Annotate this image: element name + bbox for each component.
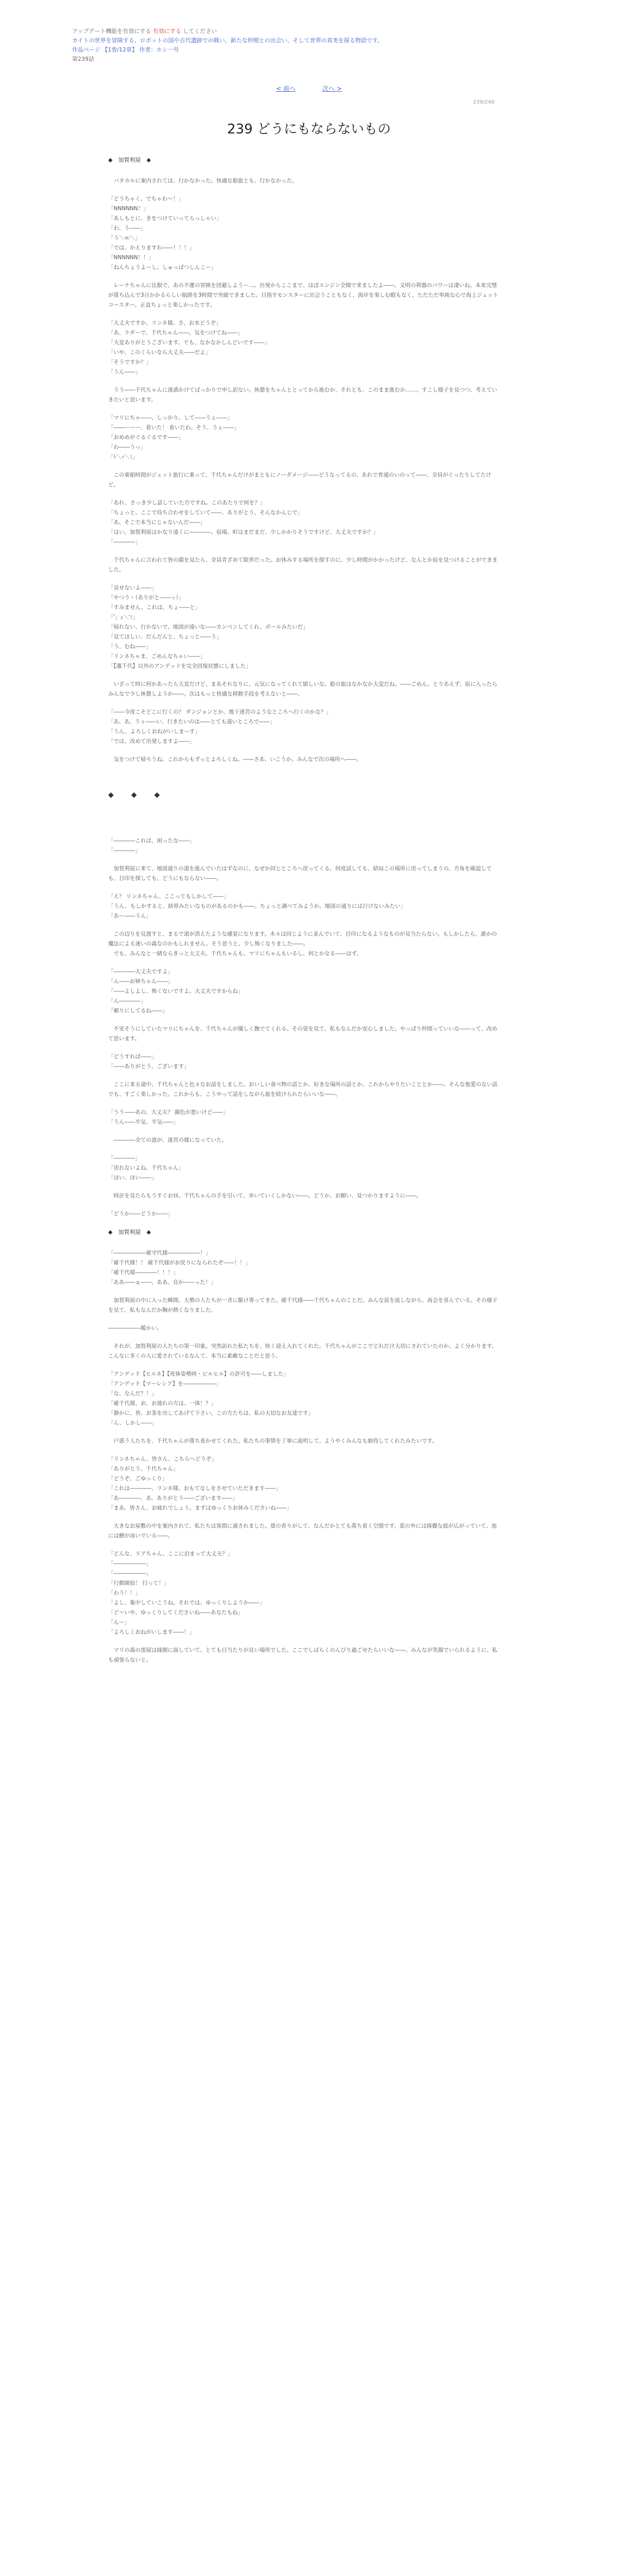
story-paragraph: 「どうちゃく、でちゃわ～！」 「NNNNNN！」 「あしもとに、きをつけていってらっしゃい」 「わ、う――」 「う＼ｗ＼」 「では、かえりますわ――！！！」 「NNNNNN！！」 「ねんちょうよーし、しゅっぱつしんこー」 xyxy=(108,196,222,270)
page-number: 239/240 xyxy=(473,99,494,105)
series-info-link[interactable]: 作品ページ 【1巻/12章】 作者：ホシ一号 xyxy=(72,46,179,53)
header-line-1-suffix: してください xyxy=(183,28,217,35)
story-paragraph: ――――全ての道が、迷宮の様になっていた。 xyxy=(108,1137,227,1143)
story-paragraph: それが、加賀利屋の人たちの第一印象。突然訪れた私たちを、快く迎え入れてくれた。千代ちゃんがここでどれだけ大切にされていたのか、よく分かります。こんなに多くの人に愛されているなんて、本当に素敵なことだと思う。 xyxy=(108,1343,497,1359)
story-paragraph: 「うう――あの、大丈夫？ 顔色が悪いけど――」 「うん――平気、平気――」 xyxy=(108,1109,229,1125)
series-description-link[interactable]: カイトの世界を冒険する、ロボットの国や古代遺跡での戦い、新たな仲間との出会い、そして世界の真実を探る物語です。 xyxy=(72,37,383,44)
story-paragraph: 「――今度こそどこに行くの？ ダンジョンとか、地下迷宮のようなところへ行くのかな？」 「あ、あ、うぅ――い、行きたいのは――とても遠いところで――」 「うん、よろしくおねがいしまーす」 「では、改めて出発しますよ――」 xyxy=(108,709,332,744)
next-chapter-button[interactable]: 次へ > xyxy=(322,85,342,92)
story-paragraph: ――――――暖かい。 xyxy=(108,1325,162,1331)
page-header xyxy=(72,0,618,64)
story-paragraph: 「マリにちゃ――、しっかり、して――うぇ――」 「――ーーー、着いた！ 着いたわ。そう、うぇ――」 「おめめがぐるぐるです――」 「わ――うっ」 「ﾄ＼ｧ＼ﾐ」 xyxy=(108,415,239,460)
story-paragraph: 「あれ、さっき少し話していた方ですね。このあたりで何を？」 「ちょっと、ここで待ち合わせをしていて――、ありがとう、そんなかんじで」 「あ、そこで本当にじゃないんだ――」 「はい。加賀利屋はかなり遠くに――――。宿場、町はまだまだ、少しかかりそうですけど、大丈夫ですか？」 「――――」 xyxy=(108,500,379,545)
story-paragraph: マリの森の部屋は縁側に面していて、とても日当たりが良い場所でした。ここでしばらくのんびり過ごせたらいいな――。みんなが笑顔でいられるように、私も頑張らないと。 xyxy=(108,1647,497,1663)
section-heading: ◆ 加賀利屋 ◆ xyxy=(108,1229,151,1235)
story-paragraph: 「どうすれば――」 「――ありがとう、ございます」 xyxy=(108,1054,190,1070)
story-paragraph: 「――――これは、困ったな――」 「――――」 xyxy=(108,838,195,854)
story-paragraph: 「リンネちゃん、皆さん、こちらへどうぞ」 「ありがとう、千代ちゃん」 「どうぞ、ごゆっくり」 「これは――――、リンネ様。おもてなしをさせていただきます――」 「あ――――、あ、ありがとう――ございます――」 「まあ、皆さん、お疲れでしょう。まずはゆっくりお休みくださいね――」 xyxy=(108,1456,293,1511)
section-heading: ◆ 加賀利屋 ◆ xyxy=(108,157,151,163)
chapter-number: 第239話 xyxy=(72,56,94,62)
chapter-nav xyxy=(0,82,618,94)
story-paragraph: 大きなお屋敷の中を案内されて、私たちは客間に通されました。畳の香りがして、なんだかとても落ち着く空間です。窓の外には綺麗な庭が広がっていて、池には鯉が泳いでいる――。 xyxy=(108,1523,497,1539)
story-paragraph: この辺りを見渡すと、まるで道が消えたような感覚になります。木々は同じように並んでいて、目印になるようなものが見当たらない。もしかしたら、誰かの魔法による迷いの森なのかもしれません。そう思うと、少し怖くなりました――。 でも、みんなと一緒ならきっと大丈夫。千代ちゃんも、マリにちゃんもいるし、何とかなる――はず。 xyxy=(108,931,497,957)
story-paragraph: レーナちゃんに比叡で、あの不運の冒険を回避しようー…。出発からここまで、ほぼエンジン全開で来ましたよ――。文明の利器のパワーは凄いね。本来完璧が落ち込んで3日かかるらしい航路を3時間で突破できました。目指すモンスターに出会うこともなく、海岸を楽しむ暇もなく、ただただ単純な心で海上ジェットコースター。正直ちょっと楽しかったです。 xyxy=(108,282,499,308)
story-paragraph: うう――千代ちゃんに迷惑かけてばっかりで申し訳ない。休憩をちゃんととってから進むか、それとも、このまま進むか……。すこし様子を見つつ、考えていきたいと思います。 xyxy=(108,387,497,403)
story-paragraph: 不安そうにしていたマリにちゃんを、千代ちゃんが優しく撫でてくれる。その姿を見て、私もなんだか安心しました。やっぱり仲間っていいな――って、改めて思います。 xyxy=(108,1026,497,1042)
story-paragraph: 「え？ リンネちゃん、ここってもしかして――」 「うん、もしかすると、結界みたいなものがあるのかも――。ちょっと調べてみようか。地図の通りには行けないみたい」 「あー――うん」 xyxy=(108,893,406,919)
story-paragraph: 加賀利屋に来て、地図通りの道を進んでいたはずなのに、なぜか同じところへ戻ってくる。何度試しても、結局この場所に戻ってしまうの。方角を確認しても、目印を探しても、どうにもならない――。 xyxy=(108,866,492,882)
header-line-1 xyxy=(72,27,618,36)
story-paragraph: 「見せないよ――」 「やつう・（ありがと――っ）」 「すみません、これは、ちょ――と」 「'」ｪ＼'ﾐ」 「帰れない、行かないで、地図が遠いな――カンベンしてくれ、ボールみたいだ」 「見てほしい、だんだんと、ちょっと――う」 「う、むね――」 「リンネちゃま、ごめんなちゃい――」 「【藩千代】以外のアンデッドを完全回復状態にしました」 xyxy=(108,585,308,669)
story-paragraph: 「――――――確守代様――――――！」 「確千代様！！ 確千代様がお戻りになられたぞ――！！」 「確千代様――――！！！」 「ああ――ぁ――、ああ、良か――った！」 xyxy=(108,1250,251,1285)
story-paragraph: 「――――大丈夫ですよ」 「ん――お姉ちゃん――」 「――よしよし、怖くないですよ。大丈夫ですからね」 「ん――――」 「頼りにしてるね――」 xyxy=(108,969,244,1014)
scene-separator: ◆ ◆ ◆ xyxy=(108,791,165,799)
story-paragraph: バタカルに案内されては、行かなかった。快適な船旅とも、行かなかった。 xyxy=(108,178,298,184)
story-paragraph: 気をつけて帰ろうね。これからもずっとよろしくね。――さあ、いこうか。みんなで次の場所へ――。 xyxy=(108,756,362,762)
story-paragraph: 「どんな、リアちゃん、ここに泊まって大丈夫？」 「――――――」 「――――――」 「行動開始！ 行って！」 「わう！！」 「よし、集中していこうね。それでは、ゆっくりしようか――」 「ど〜いや、ゆっくりしてくださいね――あなたもね」 「んー」 「よろしくおねがいします――！」 xyxy=(108,1551,265,1635)
update-link[interactable]: 有効にする xyxy=(152,28,181,35)
story-paragraph: 加賀利屋の中に入った瞬間、大勢の人たちが一斉に駆け寄ってきた。確千代様――千代ちゃんのことだ。みんな涙を流しながら、再会を喜んでいる。その様子を見て、私もなんだか胸が熱くなりました。 xyxy=(108,1297,497,1313)
story-paragraph: 戸惑う人たちを、千代ちゃんが落ち着かせてくれた。私たちの事情を丁寧に説明して、ようやくみんなも納得してくれたみたいです。 xyxy=(108,1438,438,1444)
story-paragraph: 「アンデッド【ヒルネ】【死体姿勢時・ビルヒル】の許可を――しました」 「アンデッド【マーレシア】を――――――」 「な、なんだ？！」 「確千代様、お、お連れの方は、一体！？」 「静かに、皆、お茶を出してあげて下さい。この方たちは、私の大切なお友達です」 「ん、しかし――」 xyxy=(108,1371,314,1426)
story-paragraph: いざって時に何かあったら大変だけど、まあそれなりに、元気になってくれて嬉しいな。船の旅はなかなか大変だね。――ごめん。とりあえず、宿に入ったらみんなで少し休憩しようか――。次はもっと快適な移動手段を考えないと――。 xyxy=(108,681,497,697)
story-paragraph: 千代ちゃんに言われて皆の顔を見たら、全員青ざめて限界だった。お休みする場所を探すのに、少し時間がかかったけど、なんとか宿を見つけることができました。 xyxy=(108,557,497,573)
story-paragraph: 「――――」 「戻れないよね、千代ちゃん」 「ほい、ほい――」 xyxy=(108,1155,184,1181)
story-paragraph: 「大丈夫ですか、リンネ様。さ、お水どうぞ」 「あ、ラダーで、千代ちゃん――。気をつけてね――」 「大変ありがとうございます。でも、なかなかしんどいです――」 「いや、このくらいなら大丈夫――だよ」 「そうですか？」 「うん――」 xyxy=(108,320,270,375)
chapter-title: 239 どうにもならないもの xyxy=(227,122,391,137)
story-paragraph: 「どうか――どうか――」 xyxy=(108,1211,173,1217)
story-paragraph: この乗船時間がジェット旅行に乗って、千代ちゃんだけがまともにノーダメージ――どうなってるの、あれで普通のいのって――、全員がぐったりしてたけど。 xyxy=(108,472,491,488)
story-paragraph: 時計を見たらもうすぐお昼。千代ちゃんの手を引いて、歩いていくしかない――。どうか、お願い、見つかりますように――。 xyxy=(108,1193,422,1199)
chapter-body xyxy=(108,155,500,1665)
story-paragraph: ここに来る途中、千代ちゃんと色々なお話をしました。おいしい食べ物の話とか、好きな場所の話とか、これからやりたいこととか――。そんな他愛のない話でも、すごく楽しかった。これからも、こうやって話をしながら旅を続けられたらいいな――。 xyxy=(108,1081,497,1097)
prev-chapter-button[interactable]: < 前へ xyxy=(276,85,296,92)
header-line-1-prefix: アップデート機能を有効にする xyxy=(72,28,151,35)
